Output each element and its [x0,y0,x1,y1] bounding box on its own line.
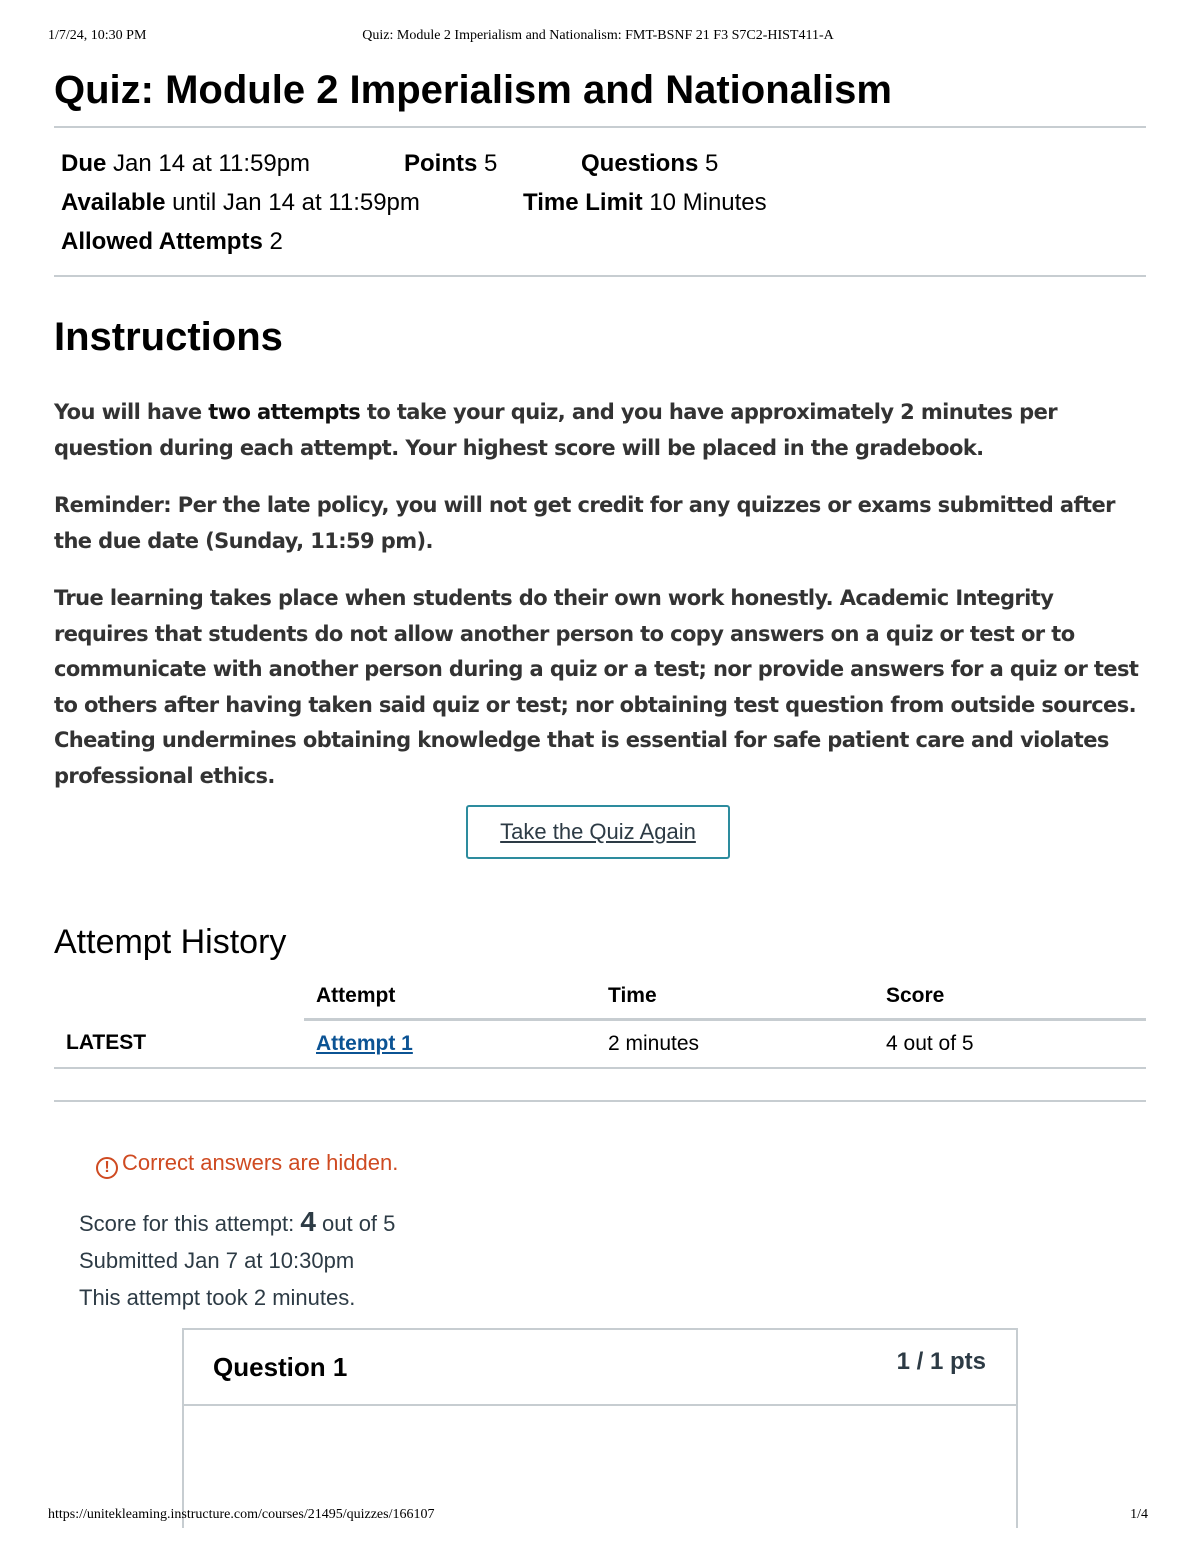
attempt-history-table [54,982,1146,1069]
table-header-row [54,982,1146,1020]
instructions-heading: Instructions [54,315,283,359]
table-row [54,1020,1146,1069]
latest-tag: LATEST [54,1020,304,1069]
score-cell: 4 out of 5 [874,1020,1146,1069]
instructions-body [54,395,1146,794]
take-quiz-again-button[interactable]: Take the Quiz Again [466,805,730,859]
print-footer [48,1507,1148,1527]
attempt-summary [79,1203,395,1316]
submitted-line: Submitted Jan 7 at 10:30pm [79,1248,355,1273]
instructions-paragraph: True learning takes place when students do their own work honestly. Academic Integrity requires that students do not allow another person to copy answers on a quiz or test or to communicate with another person during a quiz or a test; nor provide answers for a quiz or test to others after having taken said quiz or test; nor obtaining test question from outside sources. Cheating undermines obtaining knowledge that is essential for safe patient care and violates professional ethics. [54,586,1139,788]
question-points: 1 / 1 pts [896,1348,986,1375]
attempt-cell [304,1020,596,1069]
score-value: 4 [300,1206,316,1237]
divider [54,275,1146,277]
instructions-paragraph: You will have two attempts to take your quiz, and you have approximately 2 minutes per question during each attempt. Your highest score will be placed in the gradebook. [54,400,1057,460]
question-card [182,1328,1018,1528]
available-detail: Available until Jan 14 at 11:59pm [61,189,420,216]
allowed-attempts-detail: Allowed Attempts 2 [61,228,283,255]
divider [54,1100,1146,1102]
column-header-score: Score [874,982,1146,1020]
questions-detail: Questions 5 [581,150,719,177]
print-page-title: Quiz: Module 2 Imperialism and Nationalism: FMT-BSNF 21 F3 S7C2-HIST411-A [362,28,834,43]
correct-answers-hidden-notice [96,1148,398,1179]
exclamation-circle-icon: ! [96,1157,118,1179]
column-header-attempt: Attempt [304,982,596,1020]
points-detail: Points 5 [404,150,498,177]
time-cell: 2 minutes [596,1020,874,1069]
attempt-history-heading: Attempt History [54,923,287,961]
time-limit-detail: Time Limit 10 Minutes [523,189,767,216]
quiz-title: Quiz: Module 2 Imperialism and Nationalism [54,68,892,112]
score-line: Score for this attempt: 4 out of 5 [79,1206,396,1237]
print-datetime: 1/7/24, 10:30 PM [48,28,147,43]
attempt-1-link[interactable]: Attempt 1 [316,1032,413,1055]
hidden-note-text: Correct answers are hidden. [122,1150,399,1175]
due-detail: Due Jan 14 at 11:59pm [61,150,311,177]
question-title: Question 1 [213,1352,348,1382]
quiz-details [54,128,1146,275]
duration-line: This attempt took 2 minutes. [79,1285,356,1310]
take-quiz-wrap [466,805,730,859]
column-header [54,982,304,1020]
print-url: https://unitekleaming.instructure.com/courses/21495/quizzes/166107 [48,1507,435,1522]
quiz-page [54,60,1146,1382]
attempt-history [54,920,1146,1069]
question-header [184,1330,1016,1406]
column-header-time: Time [596,982,874,1020]
instructions-paragraph: Reminder: Per the late policy, you will not get credit for any quizzes or exams submitted after the due date (Sunday, 11:59 pm). [54,493,1115,553]
print-page-number: 1/4 [1130,1507,1148,1522]
print-header [48,28,1148,48]
